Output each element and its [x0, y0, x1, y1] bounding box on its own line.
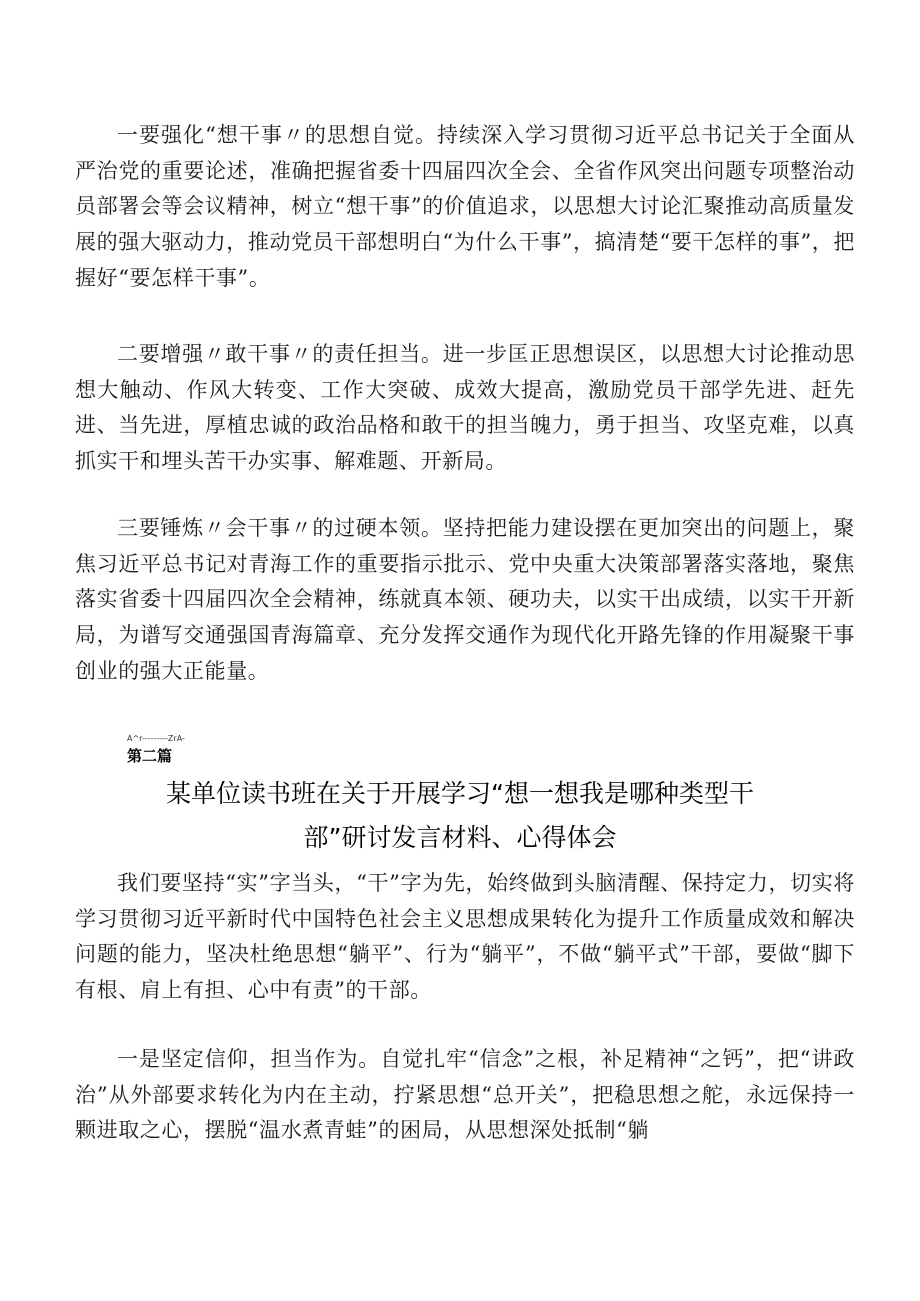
paragraph-dare-to-work: 二要增强〃敢干事〃的责任担当。进一步匡正思想误区，以思想大讨论推动思想大触动、作风大转变、工作大突破、成效大提高，激励党员干部学先进、赶先进、当先进，厚植忠诚的政治品格和敢干的担当魄力，勇于担当、攻坚克难，以真抓实干和埋头苦干办实事、解难题、开新局。 [75, 342, 855, 474]
section-label: 第二篇 [127, 747, 173, 765]
article-title-line-1: 某单位读书班在关于开展学习“想一想我是哪种类型干 [166, 779, 754, 808]
paragraph-firm-belief: 一是坚定信仰，担当作为。自觉扎牢“信念”之根，补足精神“之钙”，把“讲政治”从外部要求转化为内在主动，拧紧思想“总开关”，把稳思想之舵，永远保持一颗进取之心，摆脱“温水煮青蛙”的困局，从思想深处抵制“躺 [75, 1047, 855, 1143]
paragraph-want-to-work: 一要强化“想干事〃的思想自觉。持续深入学习贯彻习近平总书记关于全面从严治党的重要论述，准确把握省委十四届四次全会、全省作风突出问题专项整治动员部署会等会议精神，树立“想干事”的价值追求，以思想大讨论汇聚推动高质量发展的强大驱动力，推动党员干部想明白“为什么干事”，搞清楚“要干怎样的事”，把握好“要怎样干事”。 [75, 123, 855, 290]
section-marker: A^r---------ZrA- [127, 734, 185, 743]
paragraph-able-to-work: 三要锤炼〃会干事〃的过硬本领。坚持把能力建设摆在更加突出的问题上，聚焦习近平总书记对青海工作的重要指示批示、党中央重大决策部署落实落地，聚焦落实省委十四届四次全会精神，练就真本领、硬功夫，以实干出成绩，以实干开新局，为谱写交通强国青海篇章、充分发挥交通作为现代化开路先锋的作用凝聚干事创业的强大正能量。 [75, 516, 855, 683]
paragraph-intro: 我们要坚持“实”字当头，“干”字为先，始终做到头脑清醒、保持定力，切实将学习贯彻习近平新时代中国特色社会主义思想成果转化为提升工作质量成效和解决问题的能力，坚决杜绝思想“躺平”、行为“躺平”，不做“躺平式”干部，要做“脚下有根、肩上有担、心中有责”的干部。 [75, 871, 855, 1003]
article-title-line-2: 部”研讨发言材料、心得体会 [303, 823, 617, 852]
